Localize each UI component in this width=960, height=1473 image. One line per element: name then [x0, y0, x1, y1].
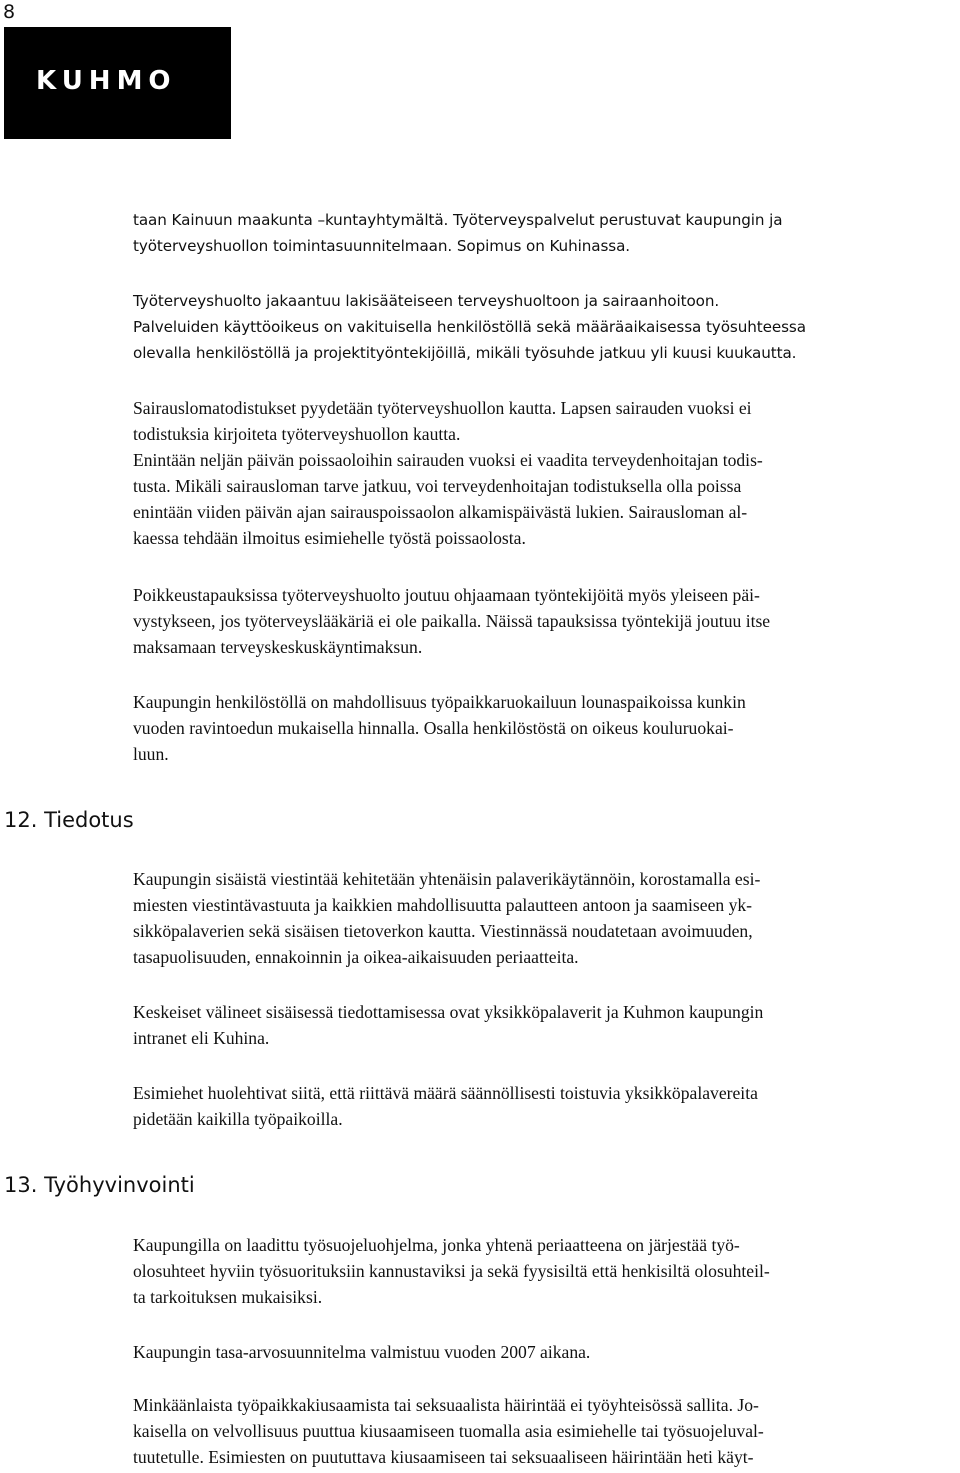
paragraph-harassment: [133, 1392, 948, 1470]
paragraph-internal-communication: [133, 866, 948, 970]
text-line: Kaupungilla on laadittu työsuojeluohjelma, jonka yhtenä periaatteena on järjestää työ-: [133, 1235, 740, 1255]
text-line: tasapuolisuuden, ennakoinnin ja oikea-aikaisuuden periaatteita.: [133, 947, 579, 967]
paragraph-key-tools: [133, 999, 948, 1051]
paragraph-exceptions: [133, 582, 948, 660]
text-line: Poikkeustapauksissa työterveyshuolto joutuu ohjaamaan työntekijöitä myös yleiseen päi-: [133, 585, 760, 605]
text-line: olosuhteet hyviin työsuorituksiin kannustaviksi ja sekä fyysisiltä että henkisiltä olosuhteil-: [133, 1261, 770, 1281]
text-line: sikköpalaverien sekä sisäisen tietoverkon kautta. Viestinnässä noudatetaan avoimuuden,: [133, 921, 753, 941]
text-line: intranet eli Kuhina.: [133, 1028, 270, 1048]
text-line: maksamaan terveyskeskuskäyntimaksun.: [133, 637, 423, 657]
text-line: tuutetulle. Esimiesten on puututtava kiusaamiseen tai seksuaaliseen häirintään heti käyt-: [133, 1447, 754, 1467]
text-line: Kaupungin tasa-arvosuunnitelma valmistuu vuoden 2007 aikana.: [133, 1342, 591, 1362]
text-line: Sairauslomatodistukset pyydetään työterveyshuollon kautta. Lapsen sairauden vuoksi ei: [133, 398, 752, 418]
section-heading-tyohyvinvointi: 13. Työhyvinvointi: [4, 1173, 195, 1197]
paragraph-occupational-health-intro: [133, 207, 948, 259]
paragraph-sick-leave: [133, 395, 948, 551]
paragraph-unit-meetings: [133, 1080, 948, 1132]
text-line: taan Kainuun maakunta –kuntayhtymältä. Työterveyspalvelut perustuvat kaupungin ja: [133, 211, 783, 229]
text-line: todistuksia kirjoiteta työterveyshuollon kautta.: [133, 424, 461, 444]
logo-text: KUHMO: [36, 66, 177, 96]
text-line: vuoden ravintoedun mukaisella hinnalla. Osalla henkilöstöstä on oikeus kouluruokai-: [133, 718, 734, 738]
paragraph-safety-programme: [133, 1232, 948, 1310]
page-number: 8: [3, 1, 16, 23]
text-line: vystykseen, jos työterveyslääkäriä ei ole paikalla. Näissä tapauksissa työntekijä joutuu itse: [133, 611, 771, 631]
text-line: luun.: [133, 744, 169, 764]
text-line: miesten viestintävastuuta ja kaikkien mahdollisuutta palautteen antoon ja saamiseen yk-: [133, 895, 753, 915]
text-line: Esimiehet huolehtivat siitä, että riittävä määrä säännöllisesti toistuvia yksikköpalavereita: [133, 1083, 758, 1103]
text-line: Minkäänlaista työpaikkakiusaamista tai seksuaalista häirintää ei työyhteisössä sallita. Jo-: [133, 1395, 759, 1415]
paragraph-meals: [133, 689, 948, 767]
paragraph-equality-plan: [133, 1339, 948, 1365]
text-line: enintään viiden päivän ajan sairauspoissaolon alkamispäivästä lukien. Sairausloman al-: [133, 502, 748, 522]
text-line: Enintään neljän päivän poissaoloihin sairauden vuoksi ei vaadita terveydenhoitajan todis-: [133, 450, 763, 470]
text-line: kaessa tehdään ilmoitus esimiehelle työstä poissaolosta.: [133, 528, 526, 548]
text-line: ta tarkoituksen mukaisiksi.: [133, 1287, 323, 1307]
text-line: tusta. Mikäli sairausloman tarve jatkuu, voi terveydenhoitajan todistuksella olla poissa: [133, 476, 742, 496]
paragraph-occupational-health-scope: [133, 288, 948, 366]
text-line: Kaupungin sisäistä viestintää kehitetään yhtenäisin palaverikäytännöin, korostamalla esi-: [133, 869, 761, 889]
text-line: Työterveyshuolto jakaantuu lakisääteiseen terveyshuoltoon ja sairaanhoitoon.: [133, 292, 720, 310]
text-line: Keskeiset välineet sisäisessä tiedottamisessa ovat yksikköpalaverit ja Kuhmon kaupungin: [133, 1002, 764, 1022]
section-heading-tiedotus: 12. Tiedotus: [4, 808, 134, 832]
text-line: kaisella on velvollisuus puuttua kiusaamiseen tuomalla asia esimiehelle tai työsuojeluval-: [133, 1421, 764, 1441]
text-line: Palveluiden käyttöoikeus on vakituisella henkilöstöllä sekä määräaikaisessa työsuhteessa: [133, 318, 806, 336]
text-line: työterveyshuollon toimintasuunnitelmaan. Sopimus on Kuhinassa.: [133, 237, 631, 255]
text-line: pidetään kaikilla työpaikoilla.: [133, 1109, 343, 1129]
text-line: Kaupungin henkilöstöllä on mahdollisuus työpaikkaruokailuun lounaspaikoissa kunkin: [133, 692, 746, 712]
text-line: olevalla henkilöstöllä ja projektityöntekijöillä, mikäli työsuhde jatkuu yli kuusi kuukautta.: [133, 344, 797, 362]
